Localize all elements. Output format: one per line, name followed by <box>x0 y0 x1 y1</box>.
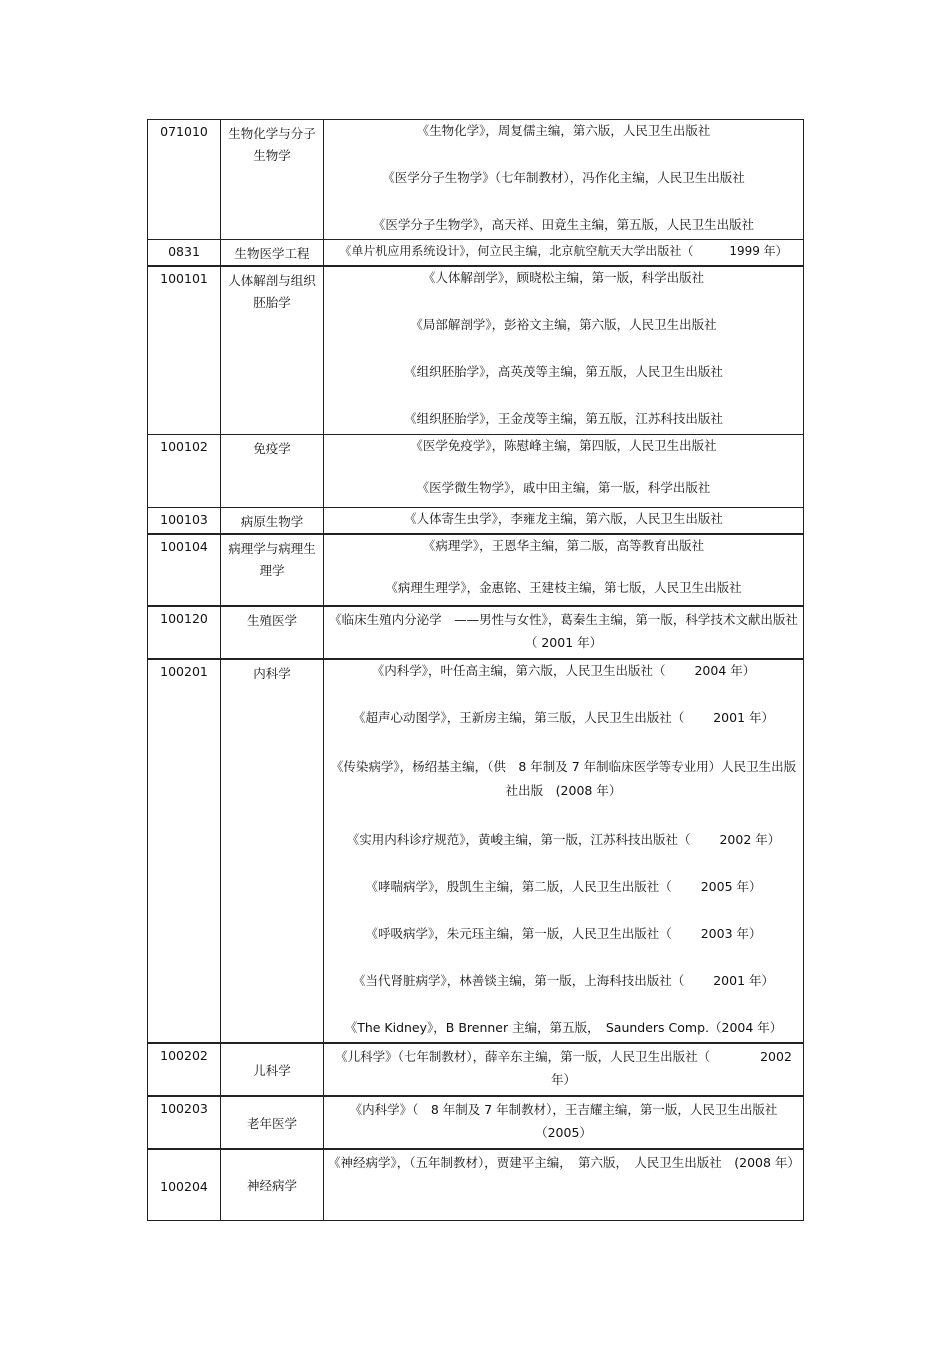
book-list <box>324 1149 804 1221</box>
table-row <box>148 659 804 1043</box>
book-list <box>324 1096 804 1149</box>
major-code: 071010 <box>148 120 221 240</box>
book-list <box>324 507 804 534</box>
major-code: 100120 <box>148 606 221 659</box>
major-code: 0831 <box>148 240 221 267</box>
book-list <box>324 266 804 434</box>
major-name: 神经病学 <box>221 1149 324 1221</box>
table-row <box>148 1149 804 1221</box>
book-list <box>324 659 804 1043</box>
major-name: 内科学 <box>221 659 324 1043</box>
table-row <box>148 1096 804 1149</box>
book-entry: 《神经病学》，（五年制教材），贾建平主编， 第六版， 人民卫生出版社 (2008 年） <box>328 1154 800 1170</box>
table-row <box>148 266 804 434</box>
major-name: 生物化学与分子生物学 <box>221 120 324 240</box>
major-name: 生物医学工程 <box>221 240 324 267</box>
book-entry: 《病理生理学》，金惠铭、王建枝主编，第七版，人民卫生出版社 <box>385 579 742 595</box>
book-entry: 《传染病学》，杨绍基主编，（供 8 年制及 7 年制临床医学等专业用）人民卫生出版社出版 (2008 年） <box>330 758 797 798</box>
book-entry: 《The Kidney》，B Brenner 主编，第五版， Saunders Comp.（2004 年） <box>344 1019 783 1035</box>
book-entry: 《儿科学》（七年制教材），薛辛东主编，第一版，人民卫生出版社（ 2002 年） <box>335 1048 792 1087</box>
table-row <box>148 534 804 606</box>
book-list <box>324 534 804 606</box>
major-name: 儿科学 <box>221 1043 324 1096</box>
major-code: 100102 <box>148 434 221 507</box>
book-entry: 《哮喘病学》，殷凯生主编，第二版，人民卫生出版社（ 2005 年） <box>365 878 762 894</box>
table-row <box>148 434 804 507</box>
book-entry: 《人体解剖学》，顾晓松主编，第一版，科学出版社 <box>422 270 705 285</box>
major-code: 100101 <box>148 266 221 434</box>
major-code: 100104 <box>148 534 221 606</box>
reference-books-table <box>147 119 804 1221</box>
book-entry: 《呼吸病学》，朱元珏主编，第一版，人民卫生出版社（ 2003 年） <box>365 925 762 941</box>
major-code: 100202 <box>148 1043 221 1096</box>
book-entry: 《实用内科诊疗规范》，黄峻主编，第一版，江苏科技出版社（ 2002 年） <box>346 831 781 847</box>
book-entry: 《医学分子生物学》（七年制教材），冯作化主编，人民卫生出版社 <box>382 170 745 185</box>
book-entry: 《内科学》（ 8 年制及 7 年制教材），王吉耀主编，第一版，人民卫生出版社（2005） <box>349 1101 778 1140</box>
book-list <box>324 1043 804 1096</box>
major-name: 生殖医学 <box>221 606 324 659</box>
table-row <box>148 606 804 659</box>
book-entry: 《生物化学》，周复儒主编，第六版，人民卫生出版社 <box>416 123 711 138</box>
book-entry: 《医学免疫学》，陈慰峰主编，第四版，人民卫生出版社 <box>410 437 717 453</box>
table-row <box>148 240 804 267</box>
major-name: 病理学与病理生理学 <box>221 534 324 606</box>
table-row <box>148 507 804 534</box>
book-entry: 《医学微生物学》，戚中田主编，第一版，科学出版社 <box>416 479 711 495</box>
book-entry: 《局部解剖学》，彭裕文主编，第六版，人民卫生出版社 <box>410 317 717 332</box>
book-entry: 《组织胚胎学》，王金茂等主编，第五版，江苏科技出版社 <box>404 411 723 426</box>
major-code: 100103 <box>148 507 221 534</box>
book-entry: 《临床生殖内分泌学 ——男性与女性》，葛秦生主编，第一版，科学技术文献出版社（ 2001 年） <box>329 611 798 650</box>
major-name: 病原生物学 <box>221 507 324 534</box>
book-list <box>324 120 804 240</box>
major-name: 人体解剖与组织胚胎学 <box>221 266 324 434</box>
major-code: 100204 <box>148 1149 221 1221</box>
book-entry: 《单片机应用系统设计》，何立民主编，北京航空航天大学出版社（ 1999 年） <box>339 244 788 258</box>
book-entry: 《超声心动图学》，王新房主编，第三版，人民卫生出版社（ 2001 年） <box>352 709 774 725</box>
major-code: 100201 <box>148 659 221 1043</box>
book-entry: 《当代肾脏病学》，林善锬主编，第一版，上海科技出版社（ 2001 年） <box>352 972 774 988</box>
book-list <box>324 434 804 507</box>
book-list <box>324 606 804 659</box>
book-list <box>324 240 804 267</box>
table-row <box>148 1043 804 1096</box>
major-name: 免疫学 <box>221 434 324 507</box>
book-entry: 《组织胚胎学》，高英茂等主编，第五版，人民卫生出版社 <box>404 364 723 379</box>
book-entry: 《医学分子生物学》，高天祥、田竟生主编，第五版，人民卫生出版社 <box>372 217 755 232</box>
book-entry: 《病理学》，王恩华主编，第二版，高等教育出版社 <box>422 537 705 553</box>
table-row <box>148 120 804 240</box>
book-entry: 《内科学》，叶任高主编，第六版，人民卫生出版社（ 2004 年） <box>371 662 756 678</box>
major-name: 老年医学 <box>221 1096 324 1149</box>
major-code: 100203 <box>148 1096 221 1149</box>
book-entry: 《人体寄生虫学》，李雍龙主编，第六版，人民卫生出版社 <box>404 510 723 526</box>
